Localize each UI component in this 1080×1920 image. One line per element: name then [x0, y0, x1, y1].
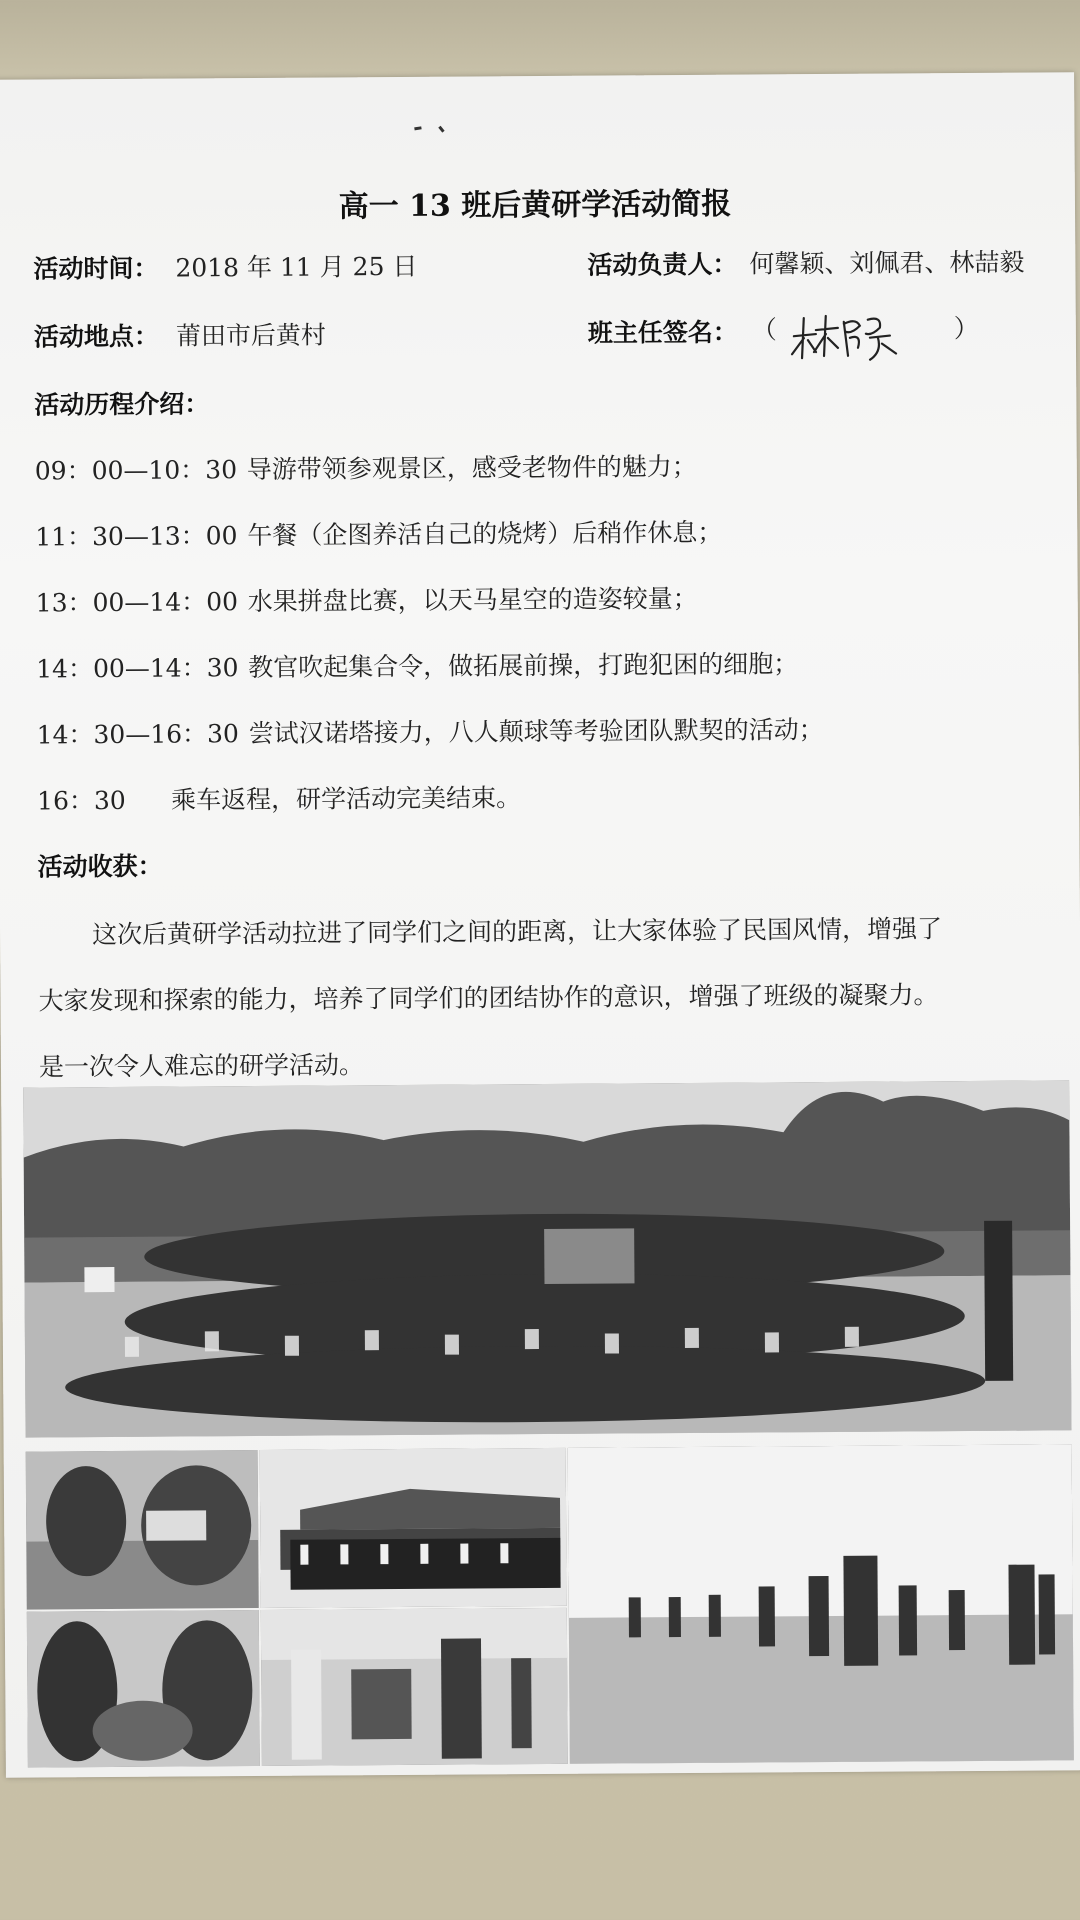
- schedule-time: 11：30—13：00: [35, 521, 238, 552]
- schedule-time: 14：00—14：30: [36, 653, 239, 684]
- leader-value: 何馨颖、刘佩君、林喆毅: [749, 247, 1025, 279]
- schedule-desc: 乘车返程，研学活动完美结束。: [171, 783, 522, 815]
- schedule-desc: 导游带领参观景区，感受老物件的魅力；: [246, 451, 697, 485]
- page-title: 高一 13 班后黄研学活动简报: [338, 186, 732, 225]
- fruit-platter-photo: [27, 1610, 260, 1768]
- schedule-desc: 尝试汉诺塔接力，八人颠球等考验团队默契的活动；: [248, 715, 824, 749]
- schedule-desc: 水果拼盘比赛，以天马星空的造姿较量；: [247, 583, 698, 617]
- schedule-time: 09：00—10：30: [34, 455, 238, 486]
- place-label: 活动地点：: [33, 321, 159, 352]
- time-label: 活动时间：: [33, 253, 159, 284]
- outdoor-game-photo: [261, 1608, 568, 1766]
- time-value: 2018 年 11 月 25 日: [175, 251, 418, 283]
- sign-close-paren: ）: [953, 313, 979, 344]
- schedule-desc: 教官吹起集合令，做拓展前操，打跑犯困的细胞；: [248, 649, 799, 683]
- leader-label: 活动负责人：: [587, 249, 738, 280]
- process-heading: 活动历程介绍：: [34, 389, 210, 420]
- pen-mark: [409, 123, 459, 133]
- schedule-desc: 午餐（企图养活自己的烧烤）后稍作休息；: [247, 517, 723, 551]
- teacher-sign-label: 班主任签名：: [587, 317, 738, 348]
- briefing-paper: [0, 72, 1080, 1777]
- schedule-time: 16：30: [37, 785, 126, 816]
- bbq-photo: [26, 1450, 259, 1610]
- harvest-line: 大家发现和探索的能力，培养了同学们的团结协作的意识，增强了班级的凝聚力。: [38, 980, 939, 1016]
- place-value: 莆田市后黄村: [175, 320, 326, 351]
- lineup-photo: [260, 1448, 567, 1608]
- schedule-time: 13：00—14：00: [35, 587, 239, 618]
- harvest-heading: 活动收获：: [37, 851, 163, 882]
- group-photo: [23, 1080, 1071, 1437]
- schedule-time: 14：30—16：30: [36, 719, 240, 750]
- team-game-photo: [568, 1444, 1074, 1764]
- harvest-line: 这次后黄研学活动拉进了同学们之间的距离，让大家体验了民国风情，增强了: [91, 914, 943, 950]
- handwritten-signature: [786, 307, 906, 368]
- sign-open-paren: （: [751, 315, 777, 345]
- harvest-line: 是一次令人难忘的研学活动。: [38, 1050, 365, 1082]
